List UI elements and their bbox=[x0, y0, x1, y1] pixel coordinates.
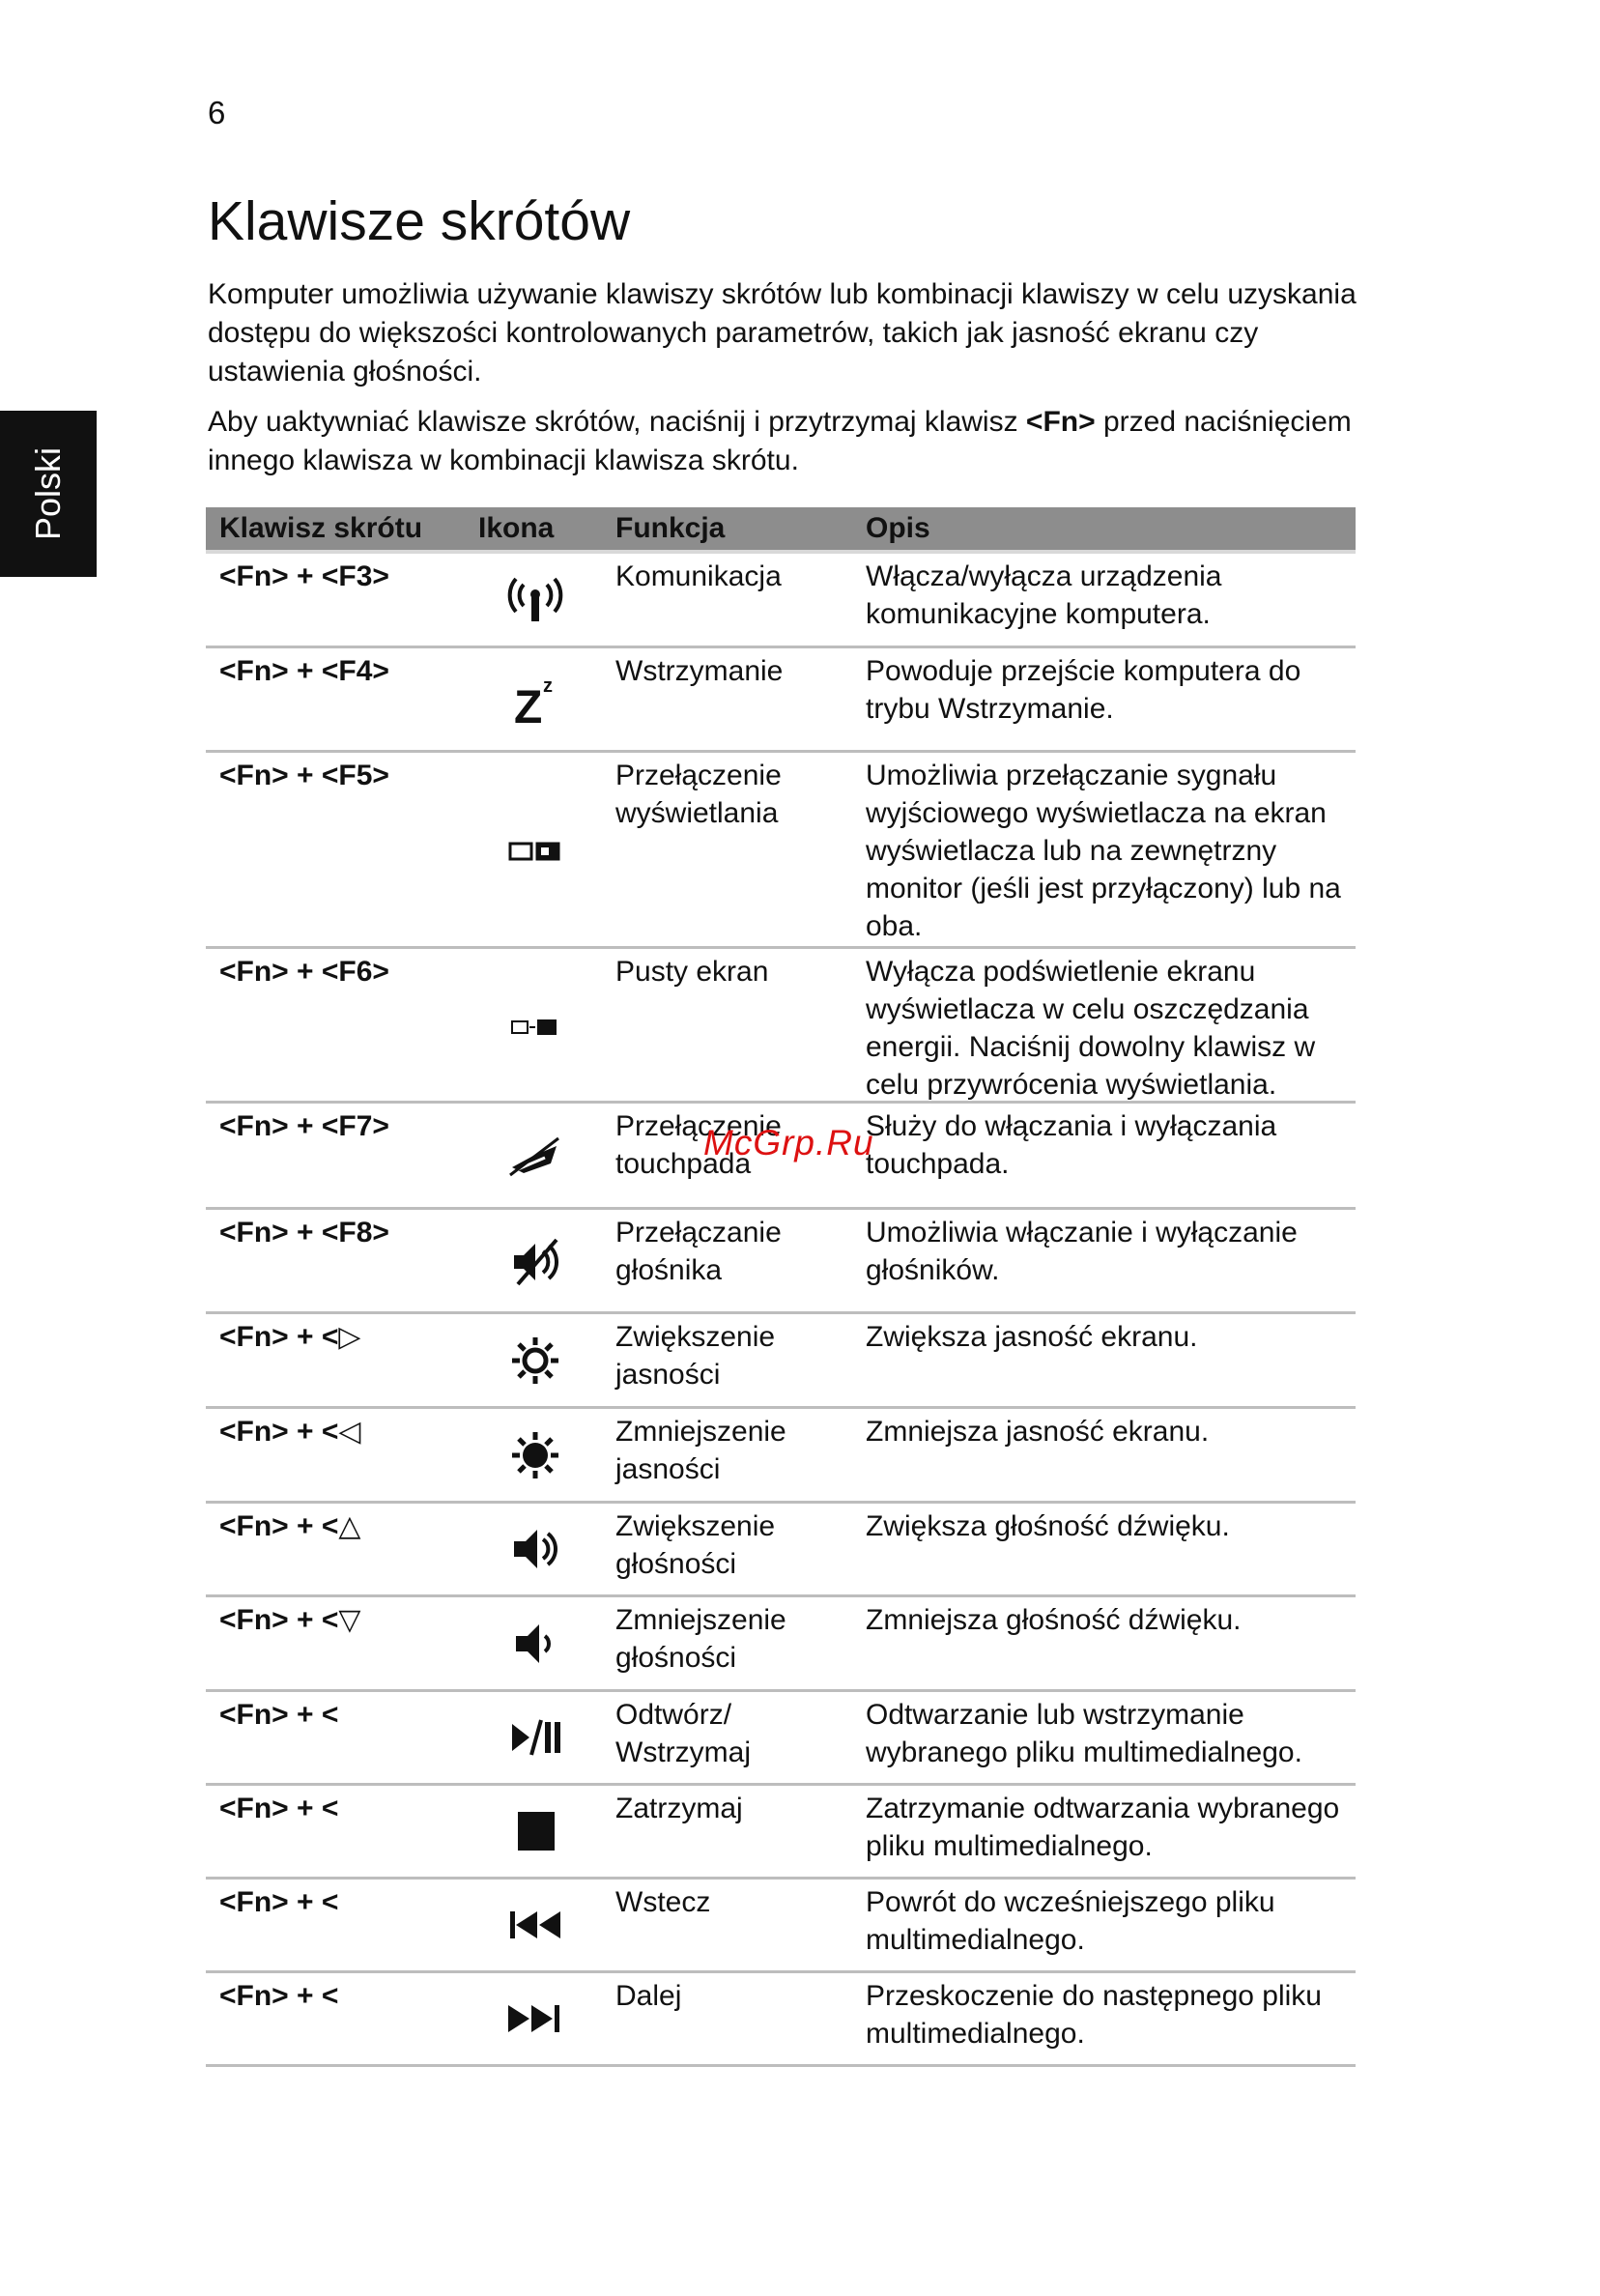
play-pause-icon bbox=[504, 1710, 566, 1765]
header-icon: Ikona bbox=[478, 512, 555, 544]
hotkey-table bbox=[206, 507, 1356, 2067]
row-icon-cell bbox=[467, 1314, 604, 1406]
row-description: Zatrzymanie odtwarzania wybranego pliku multimedialnego. bbox=[866, 1793, 1340, 1862]
table-row bbox=[206, 1880, 1356, 1973]
stop-icon bbox=[504, 1804, 566, 1858]
table-row bbox=[206, 1210, 1356, 1314]
fn-key-label: <Fn> bbox=[1025, 406, 1096, 438]
row-description: Służy do włączania i wyłączania touchpada. bbox=[866, 1110, 1277, 1180]
row-description: Powoduje przejście komputera do trybu Wstrzymanie. bbox=[866, 655, 1301, 725]
activation-paragraph bbox=[208, 403, 1367, 480]
header-key: Klawisz skrótu bbox=[219, 512, 423, 544]
row-description: Umożliwia przełączanie sygnału wyjściowego wyświetlacza na ekran wyświetlacza lub na zewnętrzny monitor (jeśli jest przyłączony) lub na oba. bbox=[866, 760, 1341, 942]
brightness-down-icon bbox=[504, 1428, 566, 1482]
row-hotkey: <Fn> + <△ bbox=[219, 1510, 361, 1542]
row-function: Komunikacja bbox=[615, 560, 782, 592]
row-hotkey: <Fn> + <F6> bbox=[219, 956, 389, 988]
table-row bbox=[206, 648, 1356, 753]
table-row bbox=[206, 1692, 1356, 1786]
row-description: Przeskoczenie do następnego pliku multimedialnego. bbox=[866, 1980, 1322, 2050]
row-icon-cell bbox=[467, 1786, 604, 1877]
row-hotkey: <Fn> + < bbox=[219, 1793, 339, 1824]
table-row bbox=[206, 1786, 1356, 1880]
row-icon-cell bbox=[467, 1104, 604, 1207]
table-row bbox=[206, 1314, 1356, 1409]
row-function: Zwiększenie głośności bbox=[615, 1510, 776, 1580]
previous-track-icon bbox=[504, 1898, 566, 1952]
row-icon-cell bbox=[467, 1973, 604, 2064]
row-icon-cell bbox=[467, 1210, 604, 1311]
row-icon-cell bbox=[467, 648, 604, 750]
header-function: Funkcja bbox=[615, 512, 726, 544]
row-hotkey: <Fn> + < bbox=[219, 1699, 339, 1731]
touchpad-toggle-icon bbox=[504, 1129, 566, 1183]
brightness-up-icon bbox=[504, 1334, 566, 1388]
row-hotkey: <Fn> + <F5> bbox=[219, 760, 389, 791]
row-icon-cell bbox=[467, 949, 604, 1101]
language-tab bbox=[0, 411, 97, 577]
row-function: Przełączanie głośnika bbox=[615, 1217, 782, 1286]
volume-up-icon bbox=[504, 1522, 566, 1576]
row-hotkey: <Fn> + < bbox=[219, 1980, 339, 2012]
activation-text-after: przed naciśnięciem innego klawisza w kombinacji klawisza skrótu. bbox=[208, 406, 1352, 476]
row-icon-cell bbox=[467, 1504, 604, 1594]
row-function: Dalej bbox=[615, 1980, 682, 2012]
speaker-mute-icon bbox=[504, 1234, 566, 1288]
row-hotkey: <Fn> + < bbox=[219, 1886, 339, 1918]
sleep-icon bbox=[504, 673, 566, 727]
next-track-icon bbox=[504, 1992, 566, 2046]
table-row bbox=[206, 1973, 1356, 2067]
screen-blank-icon bbox=[504, 998, 566, 1052]
row-function: Wstecz bbox=[615, 1886, 711, 1918]
page-number: 6 bbox=[208, 95, 226, 130]
row-description: Zmniejsza jasność ekranu. bbox=[866, 1416, 1210, 1448]
watermark: McGrp.Ru bbox=[703, 1123, 874, 1162]
row-description: Zwiększa jasność ekranu. bbox=[866, 1321, 1198, 1353]
svg-text:Z: Z bbox=[514, 681, 543, 727]
row-function: Zwiększenie jasności bbox=[615, 1321, 776, 1391]
table-row bbox=[206, 1504, 1356, 1597]
row-hotkey: <Fn> + <F3> bbox=[219, 560, 389, 592]
display-switch-icon bbox=[504, 822, 566, 876]
row-icon-cell bbox=[467, 1597, 604, 1689]
intro-paragraph: Komputer umożliwia używanie klawiszy skrótów lub kombinacji klawiszy w celu uzyskania dostępu do większości kontrolowanych parametrów, takich jak jasność ekranu czy ustawienia głośności. bbox=[208, 278, 1357, 387]
row-hotkey: <Fn> + <F8> bbox=[219, 1217, 389, 1248]
svg-text:z: z bbox=[543, 674, 553, 697]
table-row bbox=[206, 949, 1356, 1104]
row-function: Przełączenie wyświetlania bbox=[615, 760, 782, 829]
row-function: Przełączenie touchpada bbox=[615, 1110, 782, 1180]
row-description: Powrót do wcześniejszego pliku multimedialnego. bbox=[866, 1886, 1275, 1956]
table-row bbox=[206, 1597, 1356, 1692]
row-function: Zatrzymaj bbox=[615, 1793, 743, 1824]
row-function: Zmniejszenie jasności bbox=[615, 1416, 786, 1485]
row-function: Wstrzymanie bbox=[615, 655, 784, 687]
row-hotkey: <Fn> + <▽ bbox=[219, 1604, 361, 1636]
wireless-icon bbox=[504, 573, 566, 627]
volume-down-icon bbox=[504, 1617, 566, 1671]
row-hotkey: <Fn> + <F4> bbox=[219, 655, 389, 687]
row-description: Odtwarzanie lub wstrzymanie wybranego pliku multimedialnego. bbox=[866, 1699, 1302, 1768]
row-icon-cell bbox=[467, 753, 604, 946]
row-function: Odtwórz/ Wstrzymaj bbox=[615, 1699, 751, 1768]
table-header bbox=[206, 507, 1356, 554]
row-icon-cell bbox=[467, 1692, 604, 1783]
row-hotkey: <Fn> + <F7> bbox=[219, 1110, 389, 1142]
table-row bbox=[206, 1409, 1356, 1504]
table-row bbox=[206, 753, 1356, 949]
row-function: Pusty ekran bbox=[615, 956, 769, 988]
row-hotkey: <Fn> + <▷ bbox=[219, 1321, 361, 1353]
row-icon-cell bbox=[467, 1880, 604, 1970]
row-description: Włącza/wyłącza urządzenia komunikacyjne komputera. bbox=[866, 560, 1222, 630]
row-icon-cell bbox=[467, 554, 604, 646]
table-row bbox=[206, 554, 1356, 648]
row-icon-cell bbox=[467, 1409, 604, 1501]
row-description: Umożliwia włączanie i wyłączanie głośników. bbox=[866, 1217, 1298, 1286]
row-description: Zmniejsza głośność dźwięku. bbox=[866, 1604, 1242, 1636]
header-description: Opis bbox=[866, 512, 930, 544]
activation-text-before: Aby uaktywniać klawisze skrótów, naciśnij i przytrzymaj klawisz bbox=[208, 406, 1026, 438]
row-description: Zwiększa głośność dźwięku. bbox=[866, 1510, 1230, 1542]
language-tab-label: Polski bbox=[28, 446, 68, 541]
row-function: Zmniejszenie głośności bbox=[615, 1604, 786, 1674]
table-body bbox=[206, 554, 1356, 2067]
row-description: Wyłącza podświetlenie ekranu wyświetlacza w celu oszczędzania energii. Naciśnij dowolny klawisz w celu przywrócenia wyświetlania. bbox=[866, 956, 1316, 1101]
row-hotkey: <Fn> + <◁ bbox=[219, 1416, 361, 1448]
page-title: Klawisze skrótów bbox=[208, 190, 631, 252]
